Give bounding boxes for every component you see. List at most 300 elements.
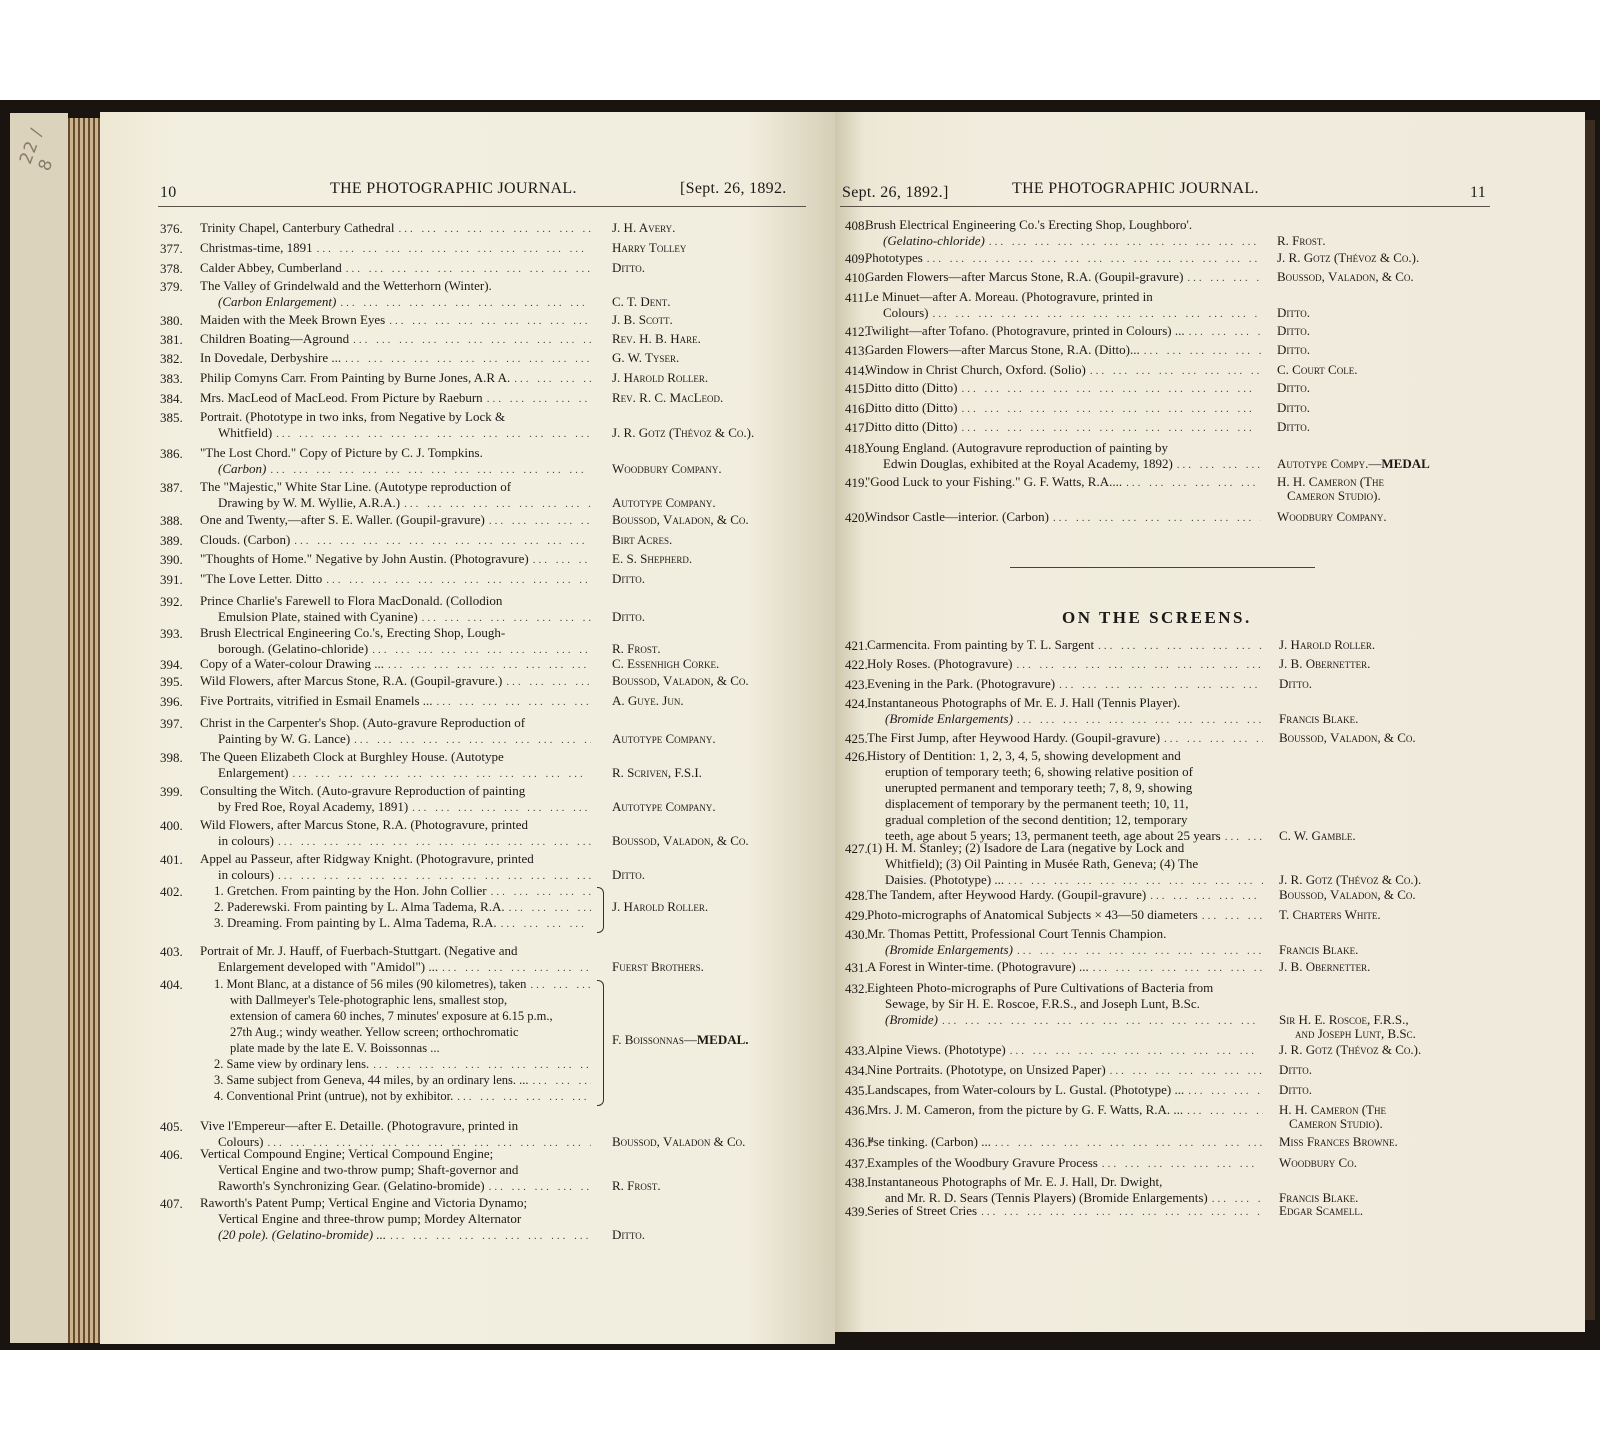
entry-text-line bbox=[200, 1211, 595, 1227]
entry-text: plate made by the late E. V. Boissonnas ... bbox=[230, 1041, 440, 1055]
exhibitor-label: Boussod, Valadon, & Co. bbox=[1279, 887, 1416, 902]
entry-text: 1. Gretchen. From painting by the Hon. John Collier bbox=[214, 883, 487, 898]
entry-text-line bbox=[865, 342, 1265, 358]
grouping-brace bbox=[597, 887, 604, 933]
entry-description bbox=[865, 440, 1265, 472]
entry-text: (Bromide Enlargements) bbox=[885, 711, 1013, 726]
entry-text-line bbox=[865, 269, 1265, 285]
right-header-rule bbox=[840, 206, 1490, 207]
entry-text-line bbox=[867, 1174, 1267, 1190]
exhibitor-label: Ditto. bbox=[1277, 342, 1310, 357]
entry-text-line bbox=[200, 833, 595, 849]
entry-text: Trinity Chapel, Canterbury Cathedral bbox=[200, 220, 395, 235]
entry-number: 433. bbox=[845, 1043, 868, 1058]
exhibitor-name bbox=[612, 551, 692, 567]
entry-text: extension of camera 60 inches, 7 minutes' exposure at 6.15 p.m., bbox=[230, 1009, 553, 1023]
exhibitor-name bbox=[612, 693, 684, 709]
entry-text: Calder Abbey, Cumberland bbox=[200, 260, 342, 275]
exhibitor-label: J. B. Obernetter. bbox=[1279, 959, 1371, 974]
dot-leader bbox=[412, 800, 591, 816]
dot-leader bbox=[1090, 363, 1261, 379]
entry-number: 385. bbox=[160, 410, 183, 425]
exhibitor-label: Ditto. bbox=[1277, 323, 1310, 338]
exhibitor-name bbox=[612, 899, 708, 915]
entry-text: The Queen Elizabeth Clock at Burghley House. (Autotype bbox=[200, 749, 504, 764]
dot-leader bbox=[345, 351, 591, 367]
entry-text: eruption of temporary teeth; 6, showing relative position of bbox=[885, 764, 1193, 779]
entry-description bbox=[867, 926, 1267, 958]
exhibitor-name bbox=[612, 390, 723, 406]
entry-text-line bbox=[200, 425, 595, 441]
entry-text-line bbox=[200, 479, 595, 495]
exhibitor-label: Birt Acres. bbox=[612, 532, 673, 547]
exhibitor-name bbox=[1279, 730, 1416, 746]
exhibitor-name bbox=[1277, 419, 1310, 435]
dot-leader bbox=[399, 221, 592, 237]
entry-text: Brush Electrical Engineering Co.'s, Erecting Shop, Lough- bbox=[200, 625, 506, 640]
dot-leader bbox=[1093, 960, 1263, 976]
entry-text-line bbox=[200, 260, 595, 276]
dot-leader bbox=[1150, 888, 1263, 904]
entry-text-line bbox=[200, 532, 595, 548]
entry-text-line bbox=[867, 907, 1267, 923]
entry-description bbox=[200, 976, 595, 1104]
entry-number: 435. bbox=[845, 1083, 868, 1098]
entry-number: 403. bbox=[160, 944, 183, 959]
entry-description bbox=[200, 883, 595, 931]
entry-text-line bbox=[867, 840, 1267, 856]
exhibitor-label: Boussod, Valadon, & Co. bbox=[612, 673, 749, 688]
exhibitor-name bbox=[1277, 233, 1326, 249]
entry-text-line bbox=[867, 748, 1267, 764]
entry-number: 419. bbox=[845, 475, 868, 490]
entry-number: 434. bbox=[845, 1063, 868, 1078]
dot-leader bbox=[961, 401, 1261, 417]
entry-text-line bbox=[200, 883, 595, 899]
exhibitor-label: H. H. Cameron (The bbox=[1279, 1102, 1386, 1117]
entry-text: Edwin Douglas, exhibited at the Royal Academy, 1892) bbox=[883, 456, 1173, 471]
entry-text: Colours) bbox=[218, 1134, 264, 1149]
dot-leader bbox=[509, 900, 591, 916]
exhibitor-name bbox=[612, 656, 719, 672]
entry-text-line bbox=[200, 1227, 595, 1243]
entry-number: 391. bbox=[160, 572, 183, 587]
entry-text: Enlargement developed with "Amidol") ... bbox=[218, 959, 439, 974]
exhibitor-name bbox=[612, 350, 679, 366]
entry-number: 413. bbox=[845, 343, 868, 358]
dot-leader bbox=[942, 1013, 1263, 1029]
entry-text: Raworth's Patent Pump; Vertical Engine and Victoria Dynamo; bbox=[200, 1195, 528, 1210]
exhibitor-name bbox=[612, 495, 716, 511]
entry-number: 387. bbox=[160, 480, 183, 495]
entry-text-line bbox=[867, 695, 1267, 711]
entry-text: Colours) bbox=[883, 305, 929, 320]
exhibitor-label: G. W. Tyser. bbox=[612, 350, 680, 365]
dot-leader bbox=[989, 234, 1261, 250]
entry-text-line bbox=[867, 764, 1267, 780]
entry-text: Eighteen Photo-micrographs of Pure Cultivations of Bacteria from bbox=[867, 980, 1214, 995]
entry-text: teeth, age about 5 years; 13, permanent teeth, age about 25 years bbox=[885, 828, 1221, 843]
exhibitor-name bbox=[1277, 250, 1419, 266]
entry-text: 3. Same subject from Geneva, 44 miles, by an ordinary lens. ... bbox=[214, 1073, 529, 1087]
entry-text-line bbox=[865, 323, 1265, 339]
entry-text: (Gelatino-chloride) bbox=[883, 233, 985, 248]
entry-description bbox=[865, 474, 1265, 490]
entry-text-line bbox=[200, 1162, 595, 1178]
entry-number: 415. bbox=[845, 381, 868, 396]
left-running-title: THE PHOTOGRAPHIC JOURNAL. bbox=[330, 180, 577, 197]
entry-text-line bbox=[200, 625, 595, 641]
exhibitor-name bbox=[1277, 269, 1414, 285]
entry-text-line bbox=[867, 942, 1267, 958]
entry-number: 422. bbox=[845, 657, 868, 672]
entry-text-line bbox=[200, 331, 595, 347]
entry-number: 398. bbox=[160, 750, 183, 765]
entry-text-line bbox=[200, 609, 595, 625]
entry-text-line bbox=[200, 1088, 595, 1104]
exhibitor-name bbox=[612, 532, 672, 548]
entry-text-line bbox=[867, 796, 1267, 812]
entry-text: displacement of temporary by the permanent teeth; 10, 11, bbox=[885, 796, 1189, 811]
exhibitor-label: Sir H. E. Roscoe, F.R.S., bbox=[1279, 1012, 1409, 1027]
entry-text-line bbox=[200, 294, 595, 310]
entry-text-line bbox=[200, 641, 595, 657]
exhibitor-label: Rev. H. B. Hare. bbox=[612, 331, 701, 346]
entry-description bbox=[867, 748, 1267, 844]
entry-text-line bbox=[200, 915, 595, 931]
exhibitor-label: Edgar Scamell. bbox=[1279, 1203, 1364, 1218]
entry-text-line bbox=[200, 673, 595, 689]
dot-leader bbox=[373, 1057, 591, 1073]
right-page-date: Sept. 26, 1892.] bbox=[842, 184, 949, 201]
exhibitor-name bbox=[1277, 509, 1387, 525]
entry-description bbox=[200, 715, 595, 747]
grouping-brace bbox=[597, 980, 604, 1106]
entry-text-line bbox=[200, 512, 595, 528]
exhibitor-name bbox=[612, 833, 749, 849]
entry-text: and Mr. R. D. Sears (Tennis Players) (Bromide Enlargements) bbox=[885, 1190, 1208, 1205]
entry-description bbox=[200, 593, 595, 625]
entry-description bbox=[200, 1195, 595, 1243]
entry-number: 378. bbox=[160, 261, 183, 276]
entry-text: "The Lost Chord." Copy of Picture by C. J. Tompkins. bbox=[200, 445, 483, 460]
entry-text-line bbox=[867, 1155, 1267, 1171]
left-header-rule bbox=[158, 206, 806, 207]
entry-text: unerupted permanent and temporary teeth; 7, 8, 9, showing bbox=[885, 780, 1193, 795]
entry-text-line bbox=[865, 474, 1265, 490]
entry-text: "Good Luck to your Fishing." G. F. Watts, R.A.... bbox=[865, 474, 1123, 489]
entry-text: Whitfield) bbox=[218, 425, 273, 440]
exhibitor-label: Woodbury Company. bbox=[1277, 509, 1387, 524]
entry-text: Ditto ditto (Ditto) bbox=[865, 400, 958, 415]
exhibitor-name bbox=[1279, 907, 1381, 923]
entry-text-line bbox=[867, 887, 1267, 903]
entry-text-line bbox=[200, 409, 595, 425]
exhibitor-name bbox=[1277, 362, 1357, 378]
entry-number: 392. bbox=[160, 594, 183, 609]
exhibitor-name bbox=[612, 294, 671, 310]
entry-description bbox=[200, 220, 595, 236]
left-catalogue-column bbox=[160, 220, 810, 1270]
exhibitor-name bbox=[612, 312, 673, 328]
entry-text: Vertical Engine and two-throw pump; Shaft-governor and bbox=[218, 1162, 519, 1177]
exhibitor-label: J. R. Gotz (Thévoz & Co.). bbox=[1277, 250, 1420, 265]
entry-description bbox=[200, 409, 595, 441]
entry-number: 395. bbox=[160, 674, 183, 689]
dot-leader bbox=[533, 552, 591, 568]
entry-description bbox=[867, 730, 1267, 746]
exhibitor-label: J. B. Scott. bbox=[612, 312, 673, 327]
exhibitor-label: R. Frost. bbox=[612, 641, 661, 656]
entry-text: Mr. Thomas Pettitt, Professional Court Tennis Champion. bbox=[867, 926, 1167, 941]
entry-text: I'se tinking. (Carbon) ... bbox=[867, 1134, 992, 1149]
entry-number: 421. bbox=[845, 638, 868, 653]
entry-number: 412. bbox=[845, 324, 868, 339]
entry-text-line bbox=[867, 856, 1267, 872]
exhibitor-name bbox=[1279, 711, 1358, 727]
entry-description bbox=[200, 693, 595, 709]
entry-text: borough. (Gelatino-chloride) bbox=[218, 641, 369, 656]
dot-leader bbox=[1189, 324, 1261, 340]
entry-number: 418. bbox=[845, 441, 868, 456]
dot-leader bbox=[353, 332, 591, 348]
entry-text: Holy Roses. (Photogravure) bbox=[867, 656, 1013, 671]
entry-text-line bbox=[200, 445, 595, 461]
exhibitor-name bbox=[612, 370, 708, 386]
dot-leader bbox=[506, 674, 591, 690]
entry-text-line bbox=[200, 976, 595, 992]
exhibitor-label: A. Guye. Jun. bbox=[612, 693, 684, 708]
exhibitor-label: J. B. Obernetter. bbox=[1279, 656, 1371, 671]
exhibitor-label: Woodbury Co. bbox=[1279, 1155, 1357, 1170]
exhibitor-name bbox=[612, 260, 645, 276]
stacked-page-edges bbox=[68, 118, 102, 1343]
entry-text: with Dallmeyer's Tele-photographic lens, smallest stop, bbox=[230, 993, 508, 1007]
entry-text-line bbox=[200, 943, 595, 959]
entry-number: 406. bbox=[160, 1147, 183, 1162]
entry-description bbox=[867, 959, 1267, 975]
entry-description bbox=[865, 380, 1265, 396]
exhibitor-label: Francis Blake. bbox=[1279, 942, 1359, 957]
entry-text-line bbox=[200, 461, 595, 477]
entry-description bbox=[200, 350, 595, 366]
exhibitor-label: Autotype Company. bbox=[612, 731, 716, 746]
entry-text: Enlargement) bbox=[218, 765, 289, 780]
entry-description bbox=[200, 656, 595, 672]
entry-number: 439. bbox=[845, 1204, 868, 1219]
entry-number: 430. bbox=[845, 927, 868, 942]
exhibitor-name bbox=[612, 571, 645, 587]
entry-description bbox=[865, 269, 1265, 285]
exhibitor-label: Autotype Compy.— bbox=[1277, 456, 1382, 471]
exhibitor-name bbox=[1279, 637, 1375, 653]
exhibitor-label: C. T. Dent. bbox=[612, 294, 671, 309]
entry-text: Copy of a Water-colour Drawing ... bbox=[200, 656, 385, 671]
exhibitor-label: J. R. Gotz (Thévoz & Co.). bbox=[1279, 1042, 1422, 1057]
entry-text: 27th Aug.; windy weather. Yellow screen; orthochromatic bbox=[230, 1025, 519, 1039]
exhibitor-label: H. H. Cameron (The bbox=[1277, 474, 1384, 489]
entry-text: (20 pole). (Gelatino-bromide) ... bbox=[218, 1227, 387, 1242]
entry-text-line bbox=[200, 899, 595, 915]
exhibitor-label: F. Boissonnas— bbox=[612, 1032, 697, 1047]
exhibitor-name bbox=[612, 1032, 749, 1048]
dot-leader bbox=[1010, 1043, 1263, 1059]
exhibitor-label: Boussod, Valadon, & Co. bbox=[612, 512, 749, 527]
exhibitor-label: Boussod, Valadon & Co. bbox=[612, 1134, 746, 1149]
dot-leader bbox=[388, 657, 591, 673]
entry-number: 431. bbox=[845, 960, 868, 975]
entry-description bbox=[200, 673, 595, 689]
exhibitor-label: Francis Blake. bbox=[1279, 1190, 1359, 1205]
entry-text: Clouds. (Carbon) bbox=[200, 532, 291, 547]
entry-text: In Dovedale, Derbyshire ... bbox=[200, 350, 342, 365]
entry-description bbox=[200, 370, 595, 386]
entry-description bbox=[867, 637, 1267, 653]
exhibitor-label: Fuerst Brothers. bbox=[612, 959, 704, 974]
entry-text: Alpine Views. (Phototype) bbox=[867, 1042, 1006, 1057]
entry-text-line bbox=[200, 571, 595, 587]
entry-text: Christmas-time, 1891 bbox=[200, 240, 313, 255]
exhibitor-name bbox=[1279, 1203, 1363, 1219]
exhibitor-label: J. Harold Roller. bbox=[1279, 637, 1376, 652]
dot-leader bbox=[1017, 657, 1263, 673]
exhibitor-name bbox=[612, 1134, 745, 1150]
exhibitor-label: C. Essenhigh Corke. bbox=[612, 656, 720, 671]
entry-description bbox=[865, 400, 1265, 416]
entry-description bbox=[867, 1042, 1267, 1058]
exhibitor-name bbox=[612, 220, 675, 236]
entry-number: 379. bbox=[160, 279, 183, 294]
exhibitor-label: J. R. Gotz (Thévoz & Co.). bbox=[1279, 872, 1422, 887]
entry-text: "Thoughts of Home." Negative by John Austin. (Photogravure) bbox=[200, 551, 529, 566]
section-heading: ON THE SCREENS. bbox=[1062, 608, 1252, 627]
entry-number: 401. bbox=[160, 852, 183, 867]
entry-text: Prince Charlie's Farewell to Flora MacDonald. (Collodion bbox=[200, 593, 503, 608]
dot-leader bbox=[501, 916, 591, 932]
entry-text: Portrait of Mr. J. Hauff, of Fuerbach-Stuttgart. (Negative and bbox=[200, 943, 518, 958]
dot-leader bbox=[489, 513, 591, 529]
exhibitor-name bbox=[1279, 942, 1358, 958]
entry-text: (Bromide) bbox=[885, 1012, 938, 1027]
exhibitor-name bbox=[612, 799, 716, 815]
dot-leader bbox=[1126, 475, 1261, 491]
entry-text: Whitfield); (3) Oil Painting in Musée Rath, Geneva; (4) The bbox=[885, 856, 1199, 871]
dot-leader bbox=[422, 610, 591, 626]
entry-text: 4. Conventional Print (untrue), not by exhibitor. bbox=[214, 1089, 454, 1103]
exhibitor-label: Francis Blake. bbox=[1279, 711, 1359, 726]
entry-number: 381. bbox=[160, 332, 183, 347]
entry-text: Phototypes bbox=[865, 250, 923, 265]
entry-number: 400. bbox=[160, 818, 183, 833]
exhibitor-name bbox=[1277, 305, 1310, 321]
entry-text-line bbox=[867, 1203, 1267, 1219]
entry-text-line bbox=[867, 711, 1267, 727]
entry-text-line bbox=[200, 278, 595, 294]
entry-description bbox=[867, 695, 1267, 727]
entry-text-line bbox=[200, 1040, 595, 1056]
entry-text: Brush Electrical Engineering Co.'s Erecting Shop, Loughboro'. bbox=[865, 217, 1193, 232]
dot-leader bbox=[1188, 1083, 1263, 1099]
exhibitor-name bbox=[1279, 1082, 1312, 1098]
dot-leader bbox=[278, 834, 591, 850]
entry-text: Mrs. J. M. Cameron, from the picture by G. F. Watts, R.A. ... bbox=[867, 1102, 1184, 1117]
entry-description bbox=[867, 1134, 1267, 1150]
entry-description bbox=[865, 362, 1265, 378]
entry-text: Philip Comyns Carr. From Painting by Burne Jones, A.R A. bbox=[200, 370, 511, 385]
entry-text-line bbox=[865, 233, 1265, 249]
entry-text: 3. Dreaming. From painting by L. Alma Tadema, R.A. bbox=[214, 915, 497, 930]
right-cover-edge bbox=[1585, 120, 1595, 1320]
entry-number: 436.* bbox=[845, 1135, 875, 1150]
entry-text-line bbox=[865, 419, 1265, 435]
exhibitor-name-continuation: Cameron Studio). bbox=[1287, 488, 1381, 503]
exhibitor-label: J. H. Avery. bbox=[612, 220, 676, 235]
screens-catalogue-column bbox=[845, 637, 1495, 1260]
exhibitor-name bbox=[612, 641, 661, 657]
entry-text: (1) H. M. Stanley; (2) Isadore de Lara (negative by Lock and bbox=[867, 840, 1185, 855]
dot-leader bbox=[1144, 343, 1261, 359]
entry-description bbox=[865, 419, 1265, 435]
entry-number: 393. bbox=[160, 626, 183, 641]
entry-text-line bbox=[200, 656, 595, 672]
dot-leader bbox=[276, 426, 591, 442]
entry-description bbox=[200, 1146, 595, 1194]
entry-text: Portrait. (Phototype in two inks, from Negative by Lock & bbox=[200, 409, 506, 424]
entry-number: 389. bbox=[160, 533, 183, 548]
entry-number: 424. bbox=[845, 696, 868, 711]
entry-text-line bbox=[200, 817, 595, 833]
exhibitor-label: Ditto. bbox=[1279, 1082, 1312, 1097]
entry-description bbox=[200, 512, 595, 528]
entry-description bbox=[865, 323, 1265, 339]
dot-leader bbox=[1177, 457, 1261, 473]
exhibitor-label: E. S. Shepherd. bbox=[612, 551, 693, 566]
entry-number: 432. bbox=[845, 981, 868, 996]
exhibitor-label: Ditto. bbox=[612, 571, 645, 586]
entry-number: 397. bbox=[160, 716, 183, 731]
dot-leader bbox=[390, 1228, 591, 1244]
entry-text-line bbox=[200, 765, 595, 781]
dot-leader bbox=[961, 420, 1261, 436]
entry-text-line bbox=[200, 783, 595, 799]
entry-description bbox=[200, 260, 595, 276]
entry-number: 396. bbox=[160, 694, 183, 709]
entry-text: Mrs. MacLeod of MacLeod. From Picture by Raeburn bbox=[200, 390, 483, 405]
entry-number: 380. bbox=[160, 313, 183, 328]
exhibitor-label: C. Court Cole. bbox=[1277, 362, 1358, 377]
entry-text-line bbox=[865, 305, 1265, 321]
medal-award: MEDAL. bbox=[696, 1032, 749, 1047]
entry-text: "The Love Letter. Ditto bbox=[200, 571, 323, 586]
entry-text-line bbox=[867, 812, 1267, 828]
entry-text-line bbox=[200, 350, 595, 366]
exhibitor-label: Boussod, Valadon, & Co. bbox=[1279, 730, 1416, 745]
right-page-number: 11 bbox=[1470, 184, 1487, 201]
entry-text: Windsor Castle—interior. (Carbon) bbox=[865, 509, 1049, 524]
dot-leader bbox=[437, 694, 591, 710]
entry-text: in colours) bbox=[218, 867, 274, 882]
entry-description bbox=[200, 943, 595, 975]
exhibitor-label: Ditto. bbox=[1277, 305, 1310, 320]
entry-text-line bbox=[200, 220, 595, 236]
exhibitor-label: Miss Frances Browne. bbox=[1279, 1134, 1398, 1149]
entry-description bbox=[865, 217, 1265, 249]
entry-text: Vertical Engine and three-throw pump; Mordey Alternator bbox=[218, 1211, 522, 1226]
entry-text: Ditto ditto (Ditto) bbox=[865, 419, 958, 434]
entry-description bbox=[200, 532, 595, 548]
entry-number: 394. bbox=[160, 657, 183, 672]
entry-description bbox=[200, 571, 595, 587]
